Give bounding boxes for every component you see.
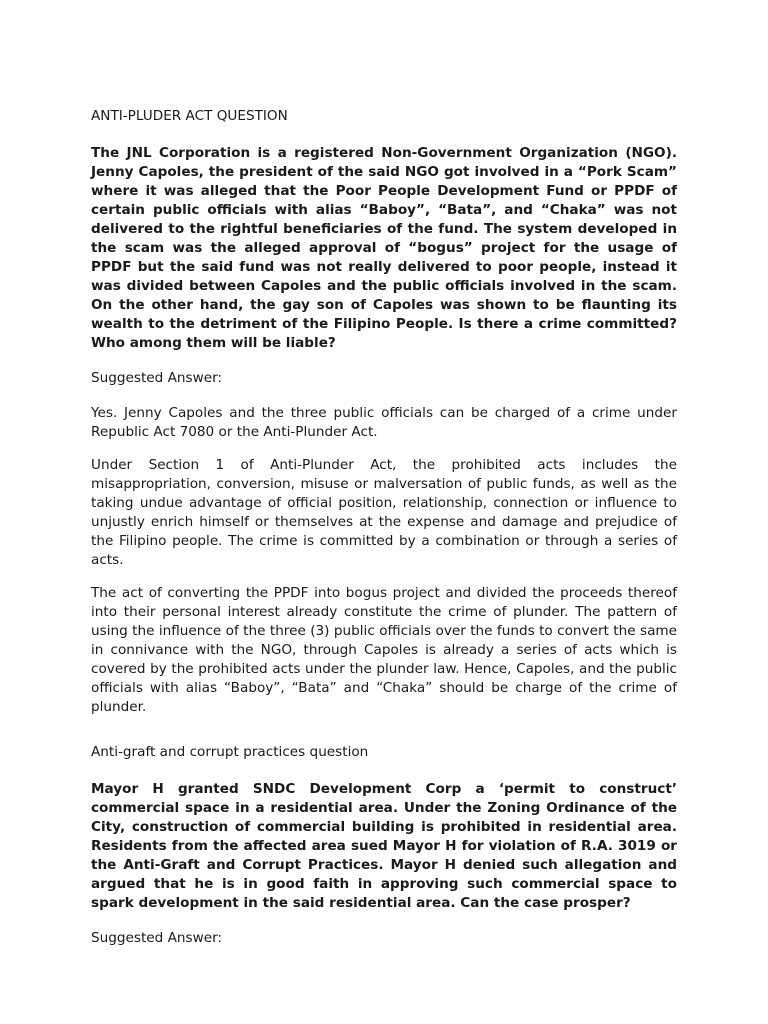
section2-question: Mayor H granted SNDC Development Corp a ‘permit to construct’ commercial space in a residential area. Under the Zoning Ordinance of the City, construction of commercial building is prohibited in residential area. Residents from the affected area sued Mayor H for violation of R.A. 3019 or the Anti-Graft and Corrupt Practices. Mayor H denied such allegation and argued that he is in good faith in approving such commercial space to spark development in the said residential area. Can the case prosper? xyxy=(91,781,677,911)
section2-answer-label: Suggested Answer: xyxy=(91,930,222,946)
document-page xyxy=(91,107,677,964)
section1-answer-label: Suggested Answer: xyxy=(91,370,222,386)
section1-question: The JNL Corporation is a registered Non-Government Organization (NGO). Jenny Capoles, the president of the said NGO got involved in a “Pork Scam” where it was alleged that the Poor People Development Fund or PPDF of certain public officials with alias “Baboy”, “Bata”, and “Chaka” was not delivered to the rightful beneficiaries of the fund. The system developed in the scam was the alleged approval of “bogus” project for the usage of PPDF but the said fund was not really delivered to poor people, instead it was divided between Capoles and the public officials involved in the scam. On the other hand, the gay son of Capoles was shown to be flaunting its wealth to the detriment of the Filipino People. Is there a crime committed? Who among them will be liable? xyxy=(91,145,677,351)
section2-heading: Anti-graft and corrupt practices question xyxy=(91,744,369,760)
section1-answer-paragraph-2: Under Section 1 of Anti-Plunder Act, the prohibited acts includes the misappropriation, conversion, misuse or malversation of public funds, as well as the taking undue advantage of official position, relationship, connection or influence to unjustly enrich himself or themselves at the expense and damage and prejudice of the Filipino people. The crime is committed by a combination or through a series of acts. xyxy=(91,457,677,568)
section1-answer-paragraph-3: The act of converting the PPDF into bogus project and divided the proceeds thereof into their personal interest already constitute the crime of plunder. The pattern of using the influence of the three (3) public officials over the funds to convert the same in connivance with the NGO, through Capoles is already a series of acts which is covered by the prohibited acts under the plunder law. Hence, Capoles, and the public officials with alias “Baboy”, “Bata” and “Chaka” should be charge of the crime of plunder. xyxy=(91,585,677,715)
section1-answer-paragraph-1: Yes. Jenny Capoles and the three public officials can be charged of a crime under Republic Act 7080 or the Anti-Plunder Act. xyxy=(91,405,677,440)
section1-heading: ANTI-PLUDER ACT QUESTION xyxy=(91,108,288,124)
